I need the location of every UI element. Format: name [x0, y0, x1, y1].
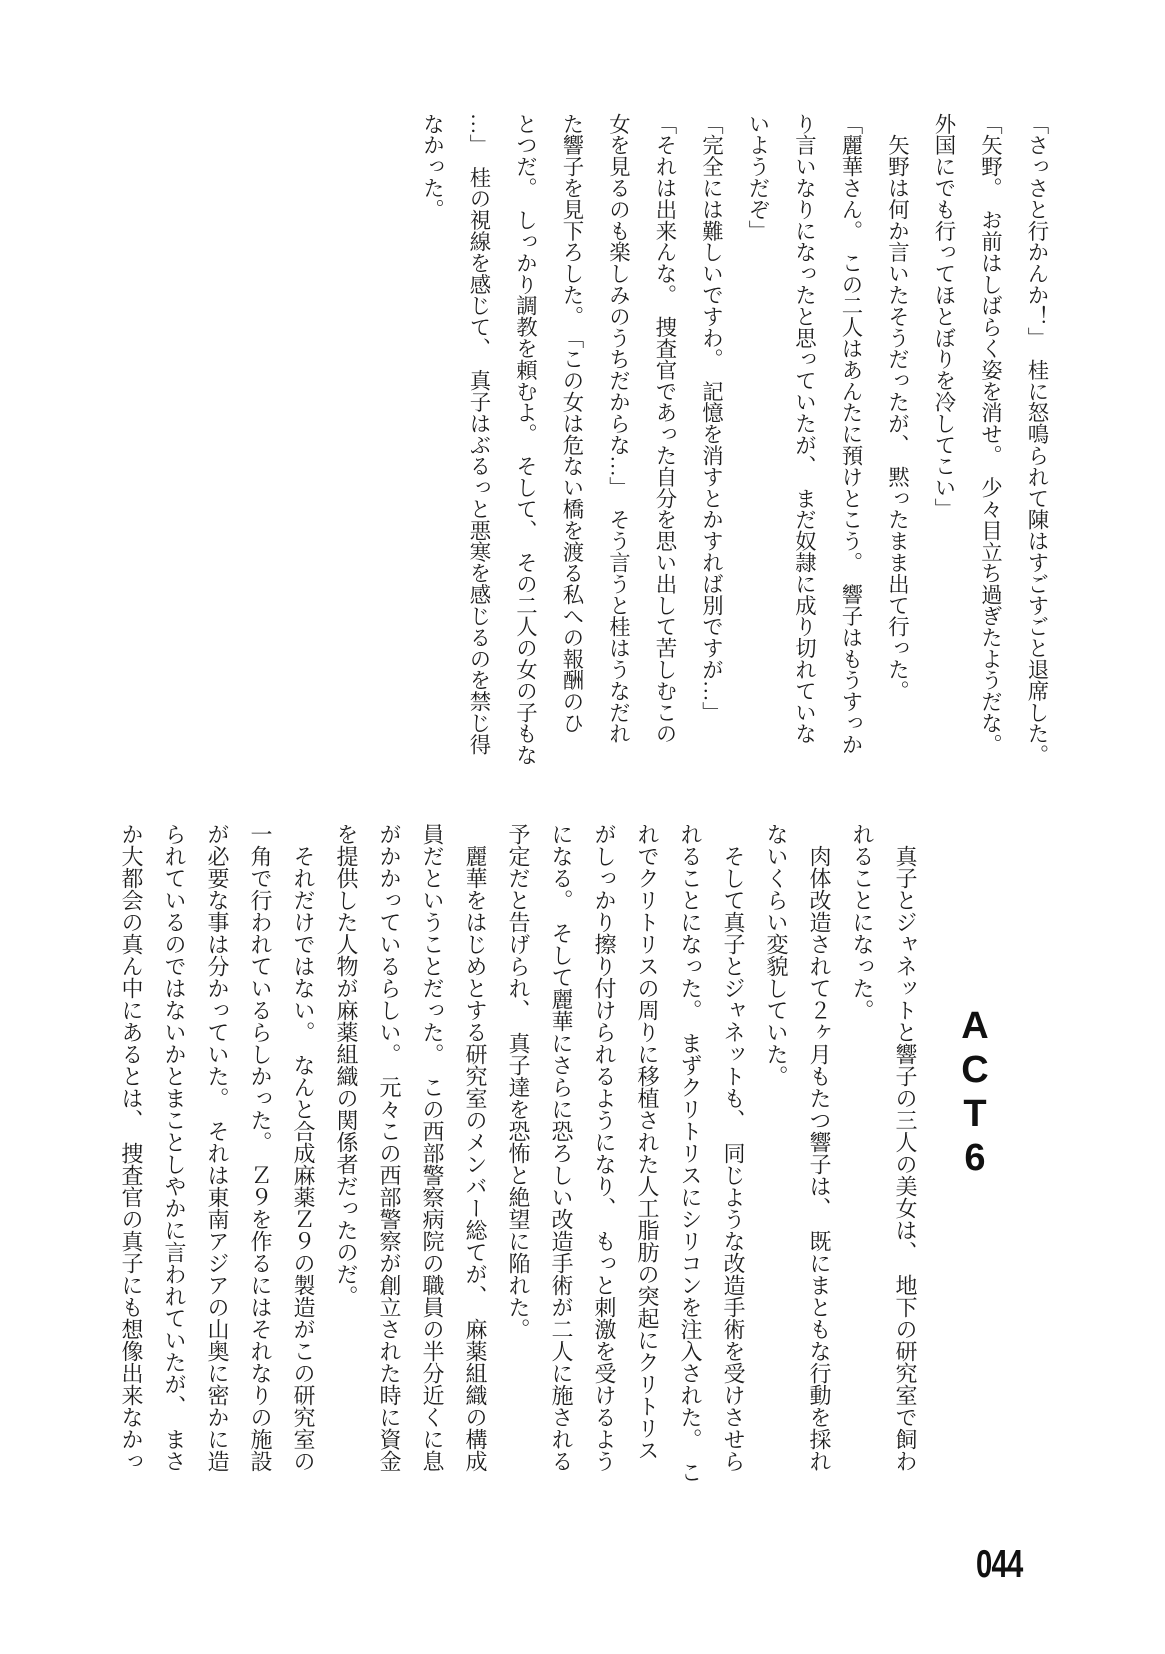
- text-line: 矢野は何か言いたそうだったが、 黙ったまま出て行った。: [885, 113, 910, 702]
- text-line: そして真子とジャネットも、 同じような改造手術を受けさせら: [721, 823, 746, 1472]
- text-line: 「矢野。 お前はしばらく姿を消せ。 少々目立ち過ぎたようだな。: [978, 113, 1003, 755]
- text-line: か大都会の真ん中にあるとは、 捜査官の真子にも想像出来なかっ: [119, 823, 144, 1472]
- text-line: がかかっているらしい。 元々この西部警察が創立された時に資金: [377, 823, 402, 1472]
- text-line: 「完全には難しいですわ。 記憶を消すとかすれば別ですが…」: [699, 113, 724, 723]
- text-line: なかった。: [420, 113, 445, 220]
- text-line: がしっかり擦り付けられるようになり、 もっと刺激を受けるよう: [592, 823, 617, 1472]
- text-line: 「麗華さん。 この二人はあんたに預けとこう。 響子はもうすっか: [839, 113, 863, 755]
- text-line: り言いなりになったと思っていたが、 まだ奴隷に成り切れていな: [792, 113, 817, 745]
- text-line: になる。 そして麗華にさらに恐ろしい改造手術が二人に施される: [549, 823, 574, 1472]
- text-line: 「さっさと行かんか！」 桂に怒鳴られて陳はすごすごと退席した。: [1025, 113, 1049, 766]
- text-line: とつだ。 しっかり調教を頼むよ。 そして、 その二人の女の子もな: [513, 113, 538, 766]
- text-line: 「それは出来んな。 捜査官であった自分を思い出して苦しむこの: [653, 113, 677, 745]
- text-line: を提供した人物が麻薬組織の関係者だったのだ。: [334, 823, 359, 1307]
- text-line: れることになった。 まずクリトリスにシリコンを注入された。 こ: [678, 823, 703, 1483]
- text-line: …」 桂の視線を感じて、 真子はぶるっと悪寒を感じるのを禁じ得: [467, 113, 491, 755]
- page-number: 044: [976, 1543, 1023, 1586]
- act-chapter-heading: ACT6: [954, 1005, 996, 1181]
- top-text-block: [409, 113, 1060, 785]
- text-line: た響子を見下ろした。 「この女は危ない橋を渡る私への報酬のひ: [560, 113, 584, 734]
- text-line: 女を見るのも楽しみのうちだからな…」 そう言うと桂はうなだれ: [606, 113, 631, 745]
- text-line: それだけではない。 なんと合成麻薬Ｚ９の製造がこの研究室の: [291, 823, 316, 1472]
- text-line: 麗華をはじめとする研究室のメンバー総てが、 麻薬組織の構成: [463, 823, 488, 1472]
- text-line: れることになった。: [850, 823, 875, 1021]
- text-line: 一角で行われているらしかった。 Ｚ９を作るにはそれなりの施設: [248, 823, 273, 1472]
- text-line: れでクリトリスの周りに移植された人工脂肪の突起にクリトリス: [635, 823, 660, 1461]
- text-line: 外国にでも行ってほとぼりを冷してこい」: [932, 113, 956, 520]
- text-line: が必要な事は分かっていた。 それは東南アジアの山奥に密かに造: [205, 823, 230, 1472]
- text-line: 予定だと告げられ、 真子達を恐怖と絶望に陥れた。: [506, 823, 531, 1340]
- text-line: 肉体改造されて２ヶ月もたつ響子は、 既にまともな行動を採れ: [807, 823, 832, 1472]
- text-line: られているのではないかとまことしやかに言われていたが、 まさ: [162, 823, 187, 1472]
- bottom-text-block: [110, 823, 1000, 1523]
- text-line: 員だということだった。 この西部警察病院の職員の半分近くに息: [420, 823, 445, 1472]
- text-line: ないくらい変貌していた。: [764, 823, 789, 1087]
- text-line: 真子とジャネットと響子の三人の美女は、 地下の研究室で飼わ: [893, 823, 918, 1472]
- text-line: いようだぞ」: [746, 113, 770, 242]
